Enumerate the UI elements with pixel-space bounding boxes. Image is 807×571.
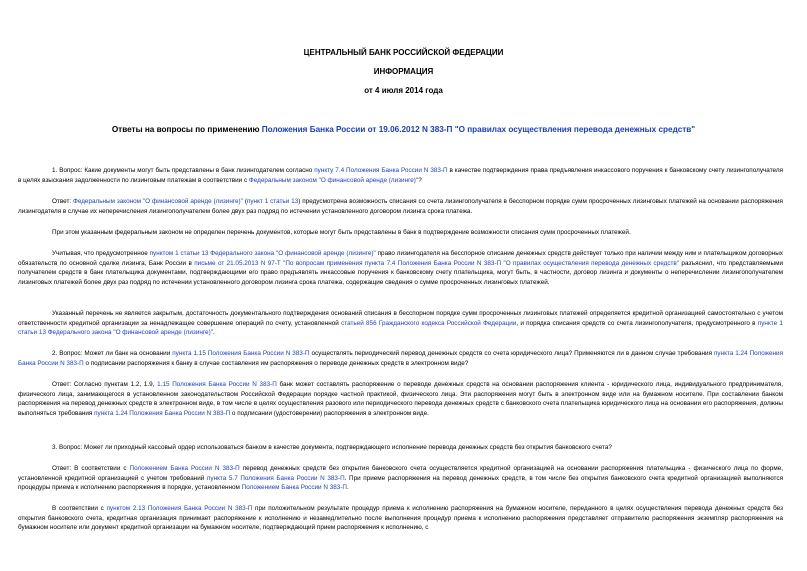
text: 2. Вопрос: Может ли банк на основании: [52, 350, 173, 357]
text: о подписании (удостоверении) распоряжения в электронном виде.: [230, 409, 429, 417]
text: В соответствии с: [52, 505, 107, 512]
bank-name-heading: ЦЕНТРАЛЬНЫЙ БАНК РОССИЙСКОЙ ФЕДЕРАЦИИ: [303, 48, 504, 57]
text: Ответ: Согласно пунктам 1.2, 1.9,: [52, 381, 158, 388]
text: Ответ: В соответствии с: [52, 465, 130, 472]
document-type-heading: ИНФОРМАЦИЯ: [373, 67, 434, 76]
leasing-law-link[interactable]: Федеральным законом "О финансовой аренде (лизинге)": [73, 198, 243, 205]
clause-7-4-link[interactable]: пункту 7.4 Положения Банка России N 383-П: [314, 167, 448, 174]
civil-code-article-856-link[interactable]: статьей 856 Гражданского кодекса Российской Федерации: [341, 319, 517, 327]
title-prefix: Ответы на вопросы по применению: [111, 125, 262, 134]
clause-5-7-link[interactable]: пункта 5.7 Положения Банка России N 383-П: [206, 474, 345, 482]
text: ?: [418, 176, 422, 184]
text: При этом указанным федеральным законом не определен перечень документов, которые могут быть представлены в банк в подтверждение возможности списания сумм просроченных платежей.: [52, 229, 631, 236]
question-1-paragraph: [18, 166, 783, 185]
question-3-paragraph: [18, 443, 783, 453]
text: Указанный перечень не является закрытым, достаточность документального подтверждения оснований списания в бесспорном порядке сумм просроченных лизинговых платежей определяется кредитной организацией самостоятельно с учетом ответственности кредитной организации за ненадлежащее совершение операций по счету, установленной: [18, 310, 783, 327]
clause-2-13-link[interactable]: пунктом 2.13 Положения Банка России N 383-П: [106, 505, 253, 512]
clause-1-15-link[interactable]: 1.15 Положения Банка России N 383-П: [157, 381, 277, 388]
answer-1-paragraph: [18, 197, 783, 216]
text: перевод денежных средств без открытия банковского счета осуществляется кредитной организацией на основании распоряжения плательщика - физического лица по форме, установленной кредитной организацией с учетом требований: [18, 465, 783, 482]
regulation-383-p-link[interactable]: Положением Банка России N 383-П: [241, 484, 347, 492]
text: в качестве подтверждения права предъявления инкассового поручения к банковскому счету лизингополучателя в целях взыскания задолженности по лизинговым платежам в соответствии с: [18, 167, 783, 184]
text: 1. Вопрос: Какие документы могут быть представлены в банк лизингодателем согласно: [52, 167, 315, 174]
text: банк может составлять распоряжение о переводе денежных средств на основании распоряжения клиента - юридического лица, индивидуального предпринимателя, физического лица, занимающегося в установленном законодательством Российской Федерации порядке частной практикой, физического лица. Эти распоряжения могут быть в электронном виде или на бумажном носителе. При составлении банком распоряжения на перевод денежных средств в электронном виде, в том числе в целях осуществления разового или периодического перевода денежных средств с банковского счета плательщика юридического лица на основании его распоряжения, должны выполняться требования: [18, 381, 783, 417]
answer-3-paragraph-2: [18, 504, 783, 533]
text: Учитывая, что предусмотренное: [52, 250, 150, 257]
text: (: [242, 198, 247, 205]
letter-97-t-link[interactable]: письме от 21.05.2013 N 97-Т "По вопросам применения пункта 7.4 Положения Банка России N 383-П "О правилах осуществления перевода денежных средств": [194, 259, 680, 267]
answer-3-paragraph: [18, 464, 783, 493]
text: .: [212, 329, 215, 337]
text: ) предусмотрена возможность списания со счета лизингополучателя в бесспорном порядке сумм просроченных лизинговых платежей на основании распоряжения лизингодателя в случае их неперечисления лизингополучателем более двух раз подряд по истечении установленного договором лизинга срока платежа.: [18, 198, 783, 215]
answer-1-paragraph-2: [18, 228, 783, 238]
text: .: [346, 484, 349, 492]
clause-1-15-link[interactable]: пункта 1.15 Положения Банка России N 383-П: [172, 350, 310, 357]
text: право лизингодателя на бесспорное списание денежных средств действует только при наличии между ним и плательщиком договорных обязательств по основной сделке лизинга, Банк России в: [18, 250, 783, 267]
text: Ответ:: [52, 198, 74, 205]
regulation-383-p-link[interactable]: Положением Банка России N 383-П: [129, 465, 240, 472]
answer-1-paragraph-3: [18, 249, 783, 287]
article-13-link[interactable]: пункт 1 статьи 13: [246, 198, 299, 205]
text: при положительном результате процедур приема к исполнению распоряжения на бумажном носителе, переданного в целях осуществления перевода денежных средств без открытия банковского счета, кредитная организация принимает распоряжение к исполнению и незамедлительно после выполнения процедур приема к исполнению распоряжения представляет отправителю распоряжения экземпляр распоряжения на бумажном носителе или документ кредитной организации на бумажном носителе, подтверждающий прием распоряжения к исполнению, с: [18, 505, 783, 532]
question-2-paragraph: [18, 349, 783, 368]
text: о подписании распоряжения к банку в случае составления им распоряжения о переводе денежных средств в электронном виде?: [83, 359, 469, 367]
document-date: от 4 июля 2014 года: [364, 86, 443, 95]
title-regulation-link[interactable]: Положения Банка России от 19.06.2012 N 383-П "О правилах осуществления перевода денежных средств": [261, 125, 696, 134]
clause-1-24-link[interactable]: пункта 1.24 Положения Банка России N 383-П: [94, 409, 231, 417]
document-title: [0, 125, 807, 135]
text: 3. Вопрос: Может ли приходный кассовый ордер использоваться банком в качестве документа, подтверждающего исполнение перевода денежных средств без открытия банковского счета?: [52, 444, 612, 451]
text: . При приеме распоряжения на перевод денежных средств, в том числе без открытия банковского счета кредитной организацией выполняются процедуры приема к исполнению распоряжения в порядке, установленном: [18, 474, 784, 492]
text: , и порядка списания средств со счета лизингополучателя, предусмотренного в: [516, 319, 758, 327]
text: осуществлять периодический перевод денежных средств со счета юридического лица? Применяются ли в данном случае требования: [309, 350, 714, 357]
answer-1-paragraph-4: [18, 309, 783, 338]
clause-1-24-link[interactable]: пункта 1.24 Положения Банка России N 383-П: [18, 350, 784, 367]
article-13-leasing-law-link[interactable]: пункте 1 статьи 13 Федерального закона "О финансовой аренде (лизинге)": [18, 319, 783, 337]
article-13-leasing-law-link[interactable]: пунктом 1 статьи 13 Федерального закона "О финансовой аренде (лизинге)": [149, 250, 376, 257]
text: разъяснил, что представляемыми получателем средств в банк плательщика документами, подтверждающими его право предъявлять инкассовые поручения к банковскому счету плательщика, могут быть, в частности, договор лизинга и документы о неперечислении лизингополучателем лизинговых платежей более двух раз подряд по истечении установленного договором лизинга срока платежа, содержащие сведения о сумме просроченных лизинговых платежей.: [18, 259, 783, 286]
answer-2-paragraph: [18, 380, 783, 418]
leasing-law-link[interactable]: Федеральным законом "О финансовой аренде (лизинге)": [248, 176, 419, 184]
